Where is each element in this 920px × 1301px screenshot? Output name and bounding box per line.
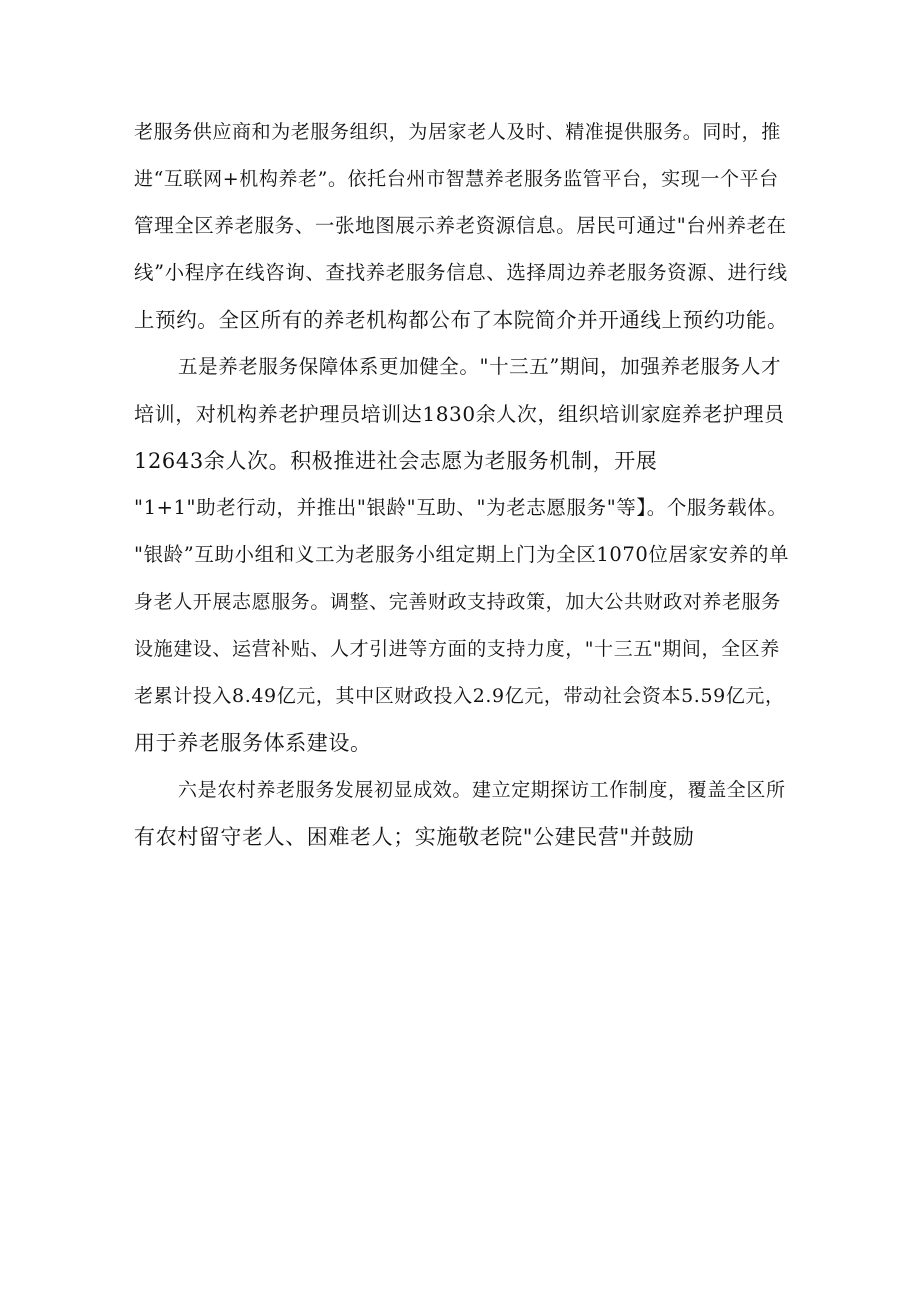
text-line: 培训，对机构养老护理员培训达1830余人次，组织培训家庭养老护理员 xyxy=(134,402,785,426)
text-line: 用于养老服务体系建设。 xyxy=(134,731,372,755)
text-line: 上预约。全区所有的养老机构都公布了本院简介并开通线上预约功能。 xyxy=(134,308,789,332)
text-line: "银龄”互助小组和义工为老服务小组定期上门为全区1070位居家安养的单 xyxy=(134,543,790,566)
text-line: "1+1"助老行动，并推出"银龄"互助、"为老志愿服务"等】。个服务载体。 xyxy=(134,496,788,519)
text-line: 老累计投入8.49亿元，其中区财政投入2.9亿元，带动社会资本5.59亿元， xyxy=(134,685,785,707)
text-line: 12643余人次。积极推进社会志愿为老服务机制，开展 xyxy=(134,449,658,473)
text-line: 六是农村养老服务发展初显成效。建立定期探访工作制度，覆盖全区所 xyxy=(178,779,786,801)
text-line: 进“互联网+机构养老”。依托台州市智慧养老服务监管平台，实现一个平台 xyxy=(134,168,779,190)
text-line: 线”小程序在线咨询、查找养老服务信息、选择周边养老服务资源、进行线 xyxy=(134,261,788,284)
text-line: 老服务供应商和为老服务组织，为居家老人及时、精准提供服务。同时，推 xyxy=(134,121,781,143)
text-line: 设施建设、运营补贴、人才引进等方面的支持力度，"十三五"期间，全区养 xyxy=(134,638,780,660)
text-line: 有农村留守老人、困难老人；实施敬老院"公建民营"并鼓励 xyxy=(134,825,695,849)
text-line: 身老人开展志愿服务。调整、完善财政支持政策，加大公共财政对养老服务 xyxy=(134,591,781,613)
text-line: 管理全区养老服务、一张地图展示养老资源信息。居民可通过"台州养老在 xyxy=(134,214,787,237)
text-line: 五是养老服务保障体系更加健全。"十三五”期间，加强养老服务人才 xyxy=(178,355,782,378)
